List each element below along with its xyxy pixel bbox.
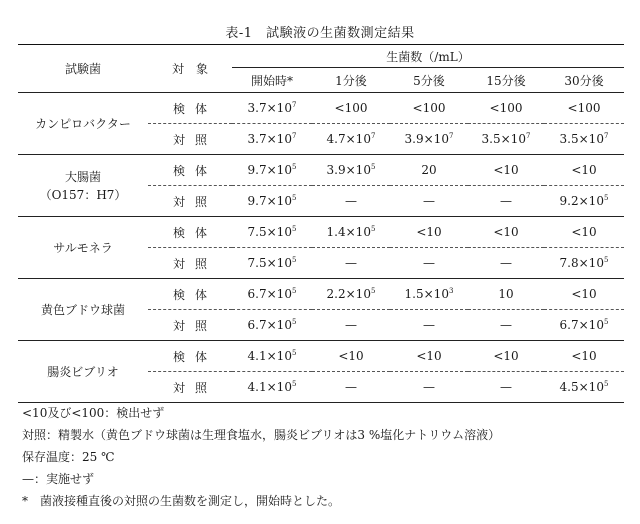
count-cell — [232, 155, 312, 186]
count-value: 2.2×10 — [326, 287, 371, 301]
note-line: 対照：精製水（黄色ブドウ球菌は生理食塩水，腸炎ビブリオは3 %塩化ナトリウム溶液） — [22, 428, 501, 442]
count-value: <10 — [493, 163, 519, 177]
count-cell — [468, 124, 544, 155]
count-value: <10 — [493, 225, 519, 239]
count-cell — [544, 279, 624, 310]
count-exponent: 5 — [370, 225, 376, 233]
count-value: — — [345, 256, 357, 270]
count-value: 7.8×10 — [559, 256, 604, 270]
header-organism: 試験菌 — [64, 62, 101, 76]
count-cell — [312, 279, 390, 310]
organism-name — [18, 341, 148, 403]
organism-name — [18, 217, 148, 279]
table-notes — [22, 402, 500, 512]
count-cell — [544, 341, 624, 372]
count-value: 4.7×10 — [326, 132, 371, 146]
count-cell — [468, 186, 544, 217]
count-exponent: 5 — [291, 163, 297, 171]
count-value: <10 — [338, 349, 364, 363]
organism-name-line: （O157：H7） — [39, 187, 127, 202]
target-control: 対照 — [148, 310, 232, 341]
count-cell — [232, 279, 312, 310]
count-cell — [232, 372, 312, 403]
count-exponent: 5 — [603, 256, 609, 264]
count-cell — [312, 93, 390, 124]
table-row — [18, 93, 624, 124]
count-cell — [544, 248, 624, 279]
header-time-4: 30分後 — [564, 73, 604, 88]
count-cell — [312, 372, 390, 403]
target-sample: 検体 — [148, 93, 232, 124]
header-time-3: 15分後 — [486, 73, 526, 88]
count-exponent: 5 — [291, 349, 297, 357]
count-exponent: 7 — [370, 132, 376, 140]
count-value: 9.7×10 — [247, 163, 292, 177]
count-cell — [390, 186, 468, 217]
count-cell — [312, 248, 390, 279]
organism-name-line: 黄色ブドウ球菌 — [40, 302, 125, 317]
count-cell — [468, 217, 544, 248]
viable-count-table — [18, 44, 624, 403]
count-value: — — [500, 380, 512, 394]
count-value: 4.1×10 — [247, 349, 292, 363]
organism-name-line: カンピロバクター — [35, 116, 131, 131]
count-cell — [390, 124, 468, 155]
count-cell — [390, 310, 468, 341]
header-time-0: 開始時* — [250, 73, 293, 88]
count-value: 3.9×10 — [326, 163, 371, 177]
count-value: 6.7×10 — [559, 318, 604, 332]
count-exponent: 7 — [448, 132, 454, 140]
count-cell — [312, 310, 390, 341]
count-cell — [544, 124, 624, 155]
count-cell — [312, 217, 390, 248]
count-value: 9.2×10 — [559, 194, 604, 208]
count-value: — — [345, 194, 357, 208]
header-target: 対 象 — [171, 62, 208, 76]
header-time-1: 1分後 — [335, 73, 367, 88]
count-value: 10 — [498, 287, 514, 301]
target-control: 対照 — [148, 248, 232, 279]
count-cell — [390, 372, 468, 403]
count-value: — — [345, 318, 357, 332]
count-cell — [390, 341, 468, 372]
count-value: 7.5×10 — [247, 256, 292, 270]
target-sample: 検体 — [148, 217, 232, 248]
count-cell — [232, 93, 312, 124]
count-value: <100 — [412, 101, 446, 115]
count-cell — [544, 372, 624, 403]
count-value: — — [423, 194, 435, 208]
count-value: 7.5×10 — [247, 225, 292, 239]
count-cell — [544, 217, 624, 248]
note-line: <10及び<100：検出せず — [22, 406, 165, 420]
count-cell — [468, 310, 544, 341]
count-value: 3.7×10 — [247, 132, 292, 146]
count-value: <10 — [416, 349, 442, 363]
count-cell — [232, 217, 312, 248]
table-caption: 表-1 試験液の生菌数測定結果 — [225, 26, 415, 41]
target-sample: 検体 — [148, 279, 232, 310]
count-exponent: 5 — [291, 256, 297, 264]
count-value: <100 — [334, 101, 368, 115]
count-value: — — [500, 194, 512, 208]
count-value: 9.7×10 — [247, 194, 292, 208]
count-cell — [390, 155, 468, 186]
header-count-group: 生菌数（/mL） — [232, 45, 624, 68]
count-exponent: 5 — [291, 194, 297, 202]
note-line: —：実施せず — [22, 472, 95, 486]
count-value: — — [423, 318, 435, 332]
count-value: 3.9×10 — [404, 132, 449, 146]
count-value: — — [500, 256, 512, 270]
count-exponent: 5 — [603, 380, 609, 388]
organism-name — [18, 93, 148, 155]
count-cell — [468, 155, 544, 186]
count-value: 20 — [421, 163, 437, 177]
count-exponent: 5 — [291, 380, 297, 388]
count-cell — [312, 186, 390, 217]
count-value: 3.5×10 — [481, 132, 526, 146]
count-cell — [390, 217, 468, 248]
count-cell — [544, 93, 624, 124]
count-value: <10 — [571, 163, 597, 177]
table-row — [18, 341, 624, 372]
count-value: <10 — [416, 225, 442, 239]
count-value: 3.5×10 — [559, 132, 604, 146]
target-control: 対照 — [148, 124, 232, 155]
count-exponent: 3 — [448, 287, 454, 295]
count-cell — [390, 279, 468, 310]
count-value: — — [345, 380, 357, 394]
table-row — [18, 279, 624, 310]
count-value: <10 — [571, 287, 597, 301]
count-value: <10 — [493, 349, 519, 363]
count-cell — [232, 186, 312, 217]
count-value: <100 — [567, 101, 601, 115]
count-value: 4.5×10 — [559, 380, 604, 394]
count-cell — [390, 93, 468, 124]
count-exponent: 5 — [370, 163, 376, 171]
organism-name-line: 腸炎ビブリオ — [47, 364, 119, 379]
count-cell — [544, 155, 624, 186]
count-exponent: 7 — [525, 132, 531, 140]
count-exponent: 5 — [603, 194, 609, 202]
count-exponent: 5 — [291, 287, 297, 295]
count-exponent: 5 — [370, 287, 376, 295]
count-value: <10 — [571, 349, 597, 363]
count-cell — [468, 93, 544, 124]
target-sample: 検体 — [148, 155, 232, 186]
count-value: 6.7×10 — [247, 318, 292, 332]
count-cell — [468, 279, 544, 310]
table-row — [18, 155, 624, 186]
organism-name-line: 大腸菌 — [64, 169, 101, 184]
count-value: — — [423, 380, 435, 394]
count-cell — [468, 248, 544, 279]
count-value: 1.4×10 — [326, 225, 371, 239]
note-line: * 菌液接種直後の対照の生菌数を測定し，開始時とした。 — [22, 494, 341, 508]
count-value: <100 — [489, 101, 523, 115]
target-control: 対照 — [148, 186, 232, 217]
count-exponent: 7 — [291, 132, 297, 140]
count-cell — [232, 248, 312, 279]
count-cell — [544, 310, 624, 341]
count-value: 3.7×10 — [247, 101, 292, 115]
count-cell — [232, 124, 312, 155]
count-cell — [468, 372, 544, 403]
count-cell — [312, 341, 390, 372]
count-exponent: 7 — [603, 132, 609, 140]
count-cell — [312, 155, 390, 186]
count-exponent: 7 — [291, 101, 297, 109]
count-value: — — [423, 256, 435, 270]
count-value: 6.7×10 — [247, 287, 292, 301]
organism-name — [18, 155, 148, 217]
count-cell — [390, 248, 468, 279]
count-exponent: 5 — [291, 318, 297, 326]
count-cell — [232, 341, 312, 372]
count-value: 4.1×10 — [247, 380, 292, 394]
count-exponent: 5 — [291, 225, 297, 233]
count-value: <10 — [571, 225, 597, 239]
count-cell — [468, 341, 544, 372]
table-row — [18, 217, 624, 248]
count-value: — — [500, 318, 512, 332]
target-sample: 検体 — [148, 341, 232, 372]
count-value: 1.5×10 — [404, 287, 449, 301]
header-time-2: 5分後 — [413, 73, 445, 88]
count-cell — [544, 186, 624, 217]
target-control: 対照 — [148, 372, 232, 403]
count-exponent: 5 — [603, 318, 609, 326]
organism-name-line: サルモネラ — [53, 240, 113, 255]
count-cell — [312, 124, 390, 155]
count-cell — [232, 310, 312, 341]
note-line: 保存温度：25 ℃ — [22, 450, 115, 464]
organism-name — [18, 279, 148, 341]
